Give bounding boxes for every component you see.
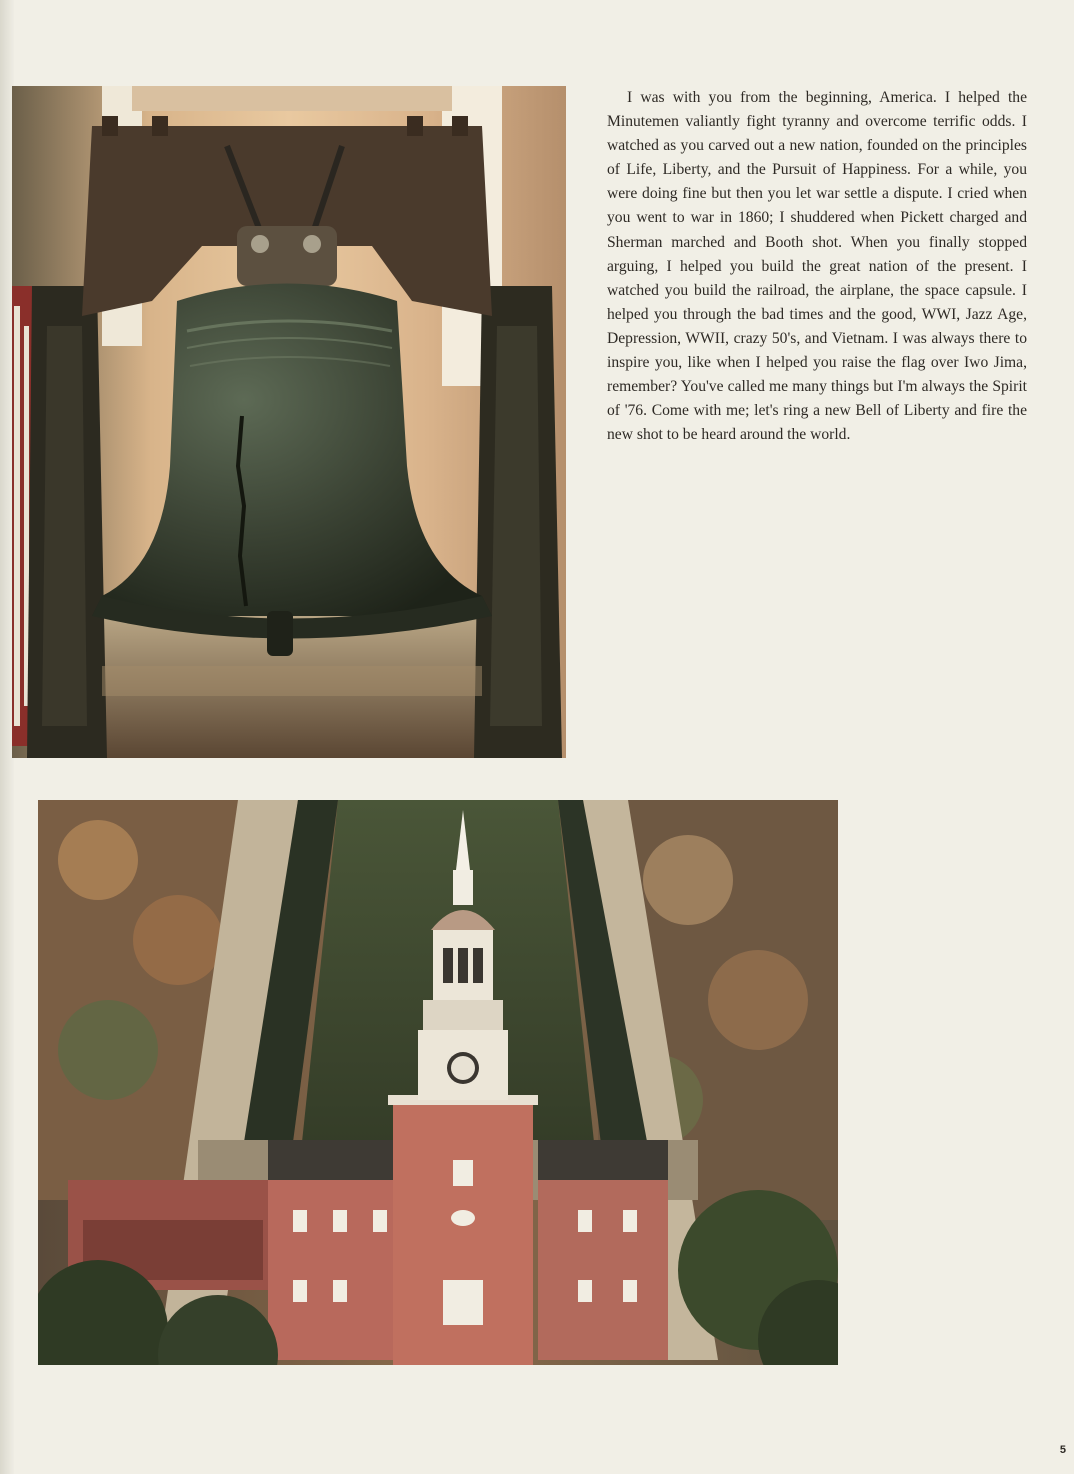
body-text-block bbox=[607, 86, 1027, 447]
body-paragraph: I was with you from the beginning, America. I helped the Minutemen valiantly fight tyranny and overcome terrific odds. I watched as you carved out a new nation, founded on the principles of Life, Liberty, and the Pursuit of Happiness. For a while, you were doing fine but then you let war settle a dispute. I cried when you went to war in 1860; I shuddered when Pickett charged and Sherman marched and Booth shot. When you finally stopped arguing, I helped you build the great nation of the present. I watched you build the railroad, the airplane, the space capsule. I helped you through the bad times and the good, WWI, Jazz Age, Depression, WWII, crazy 50's, and Vietnam. I was always there to inspire you, like when I helped you raise the flag over Iwo Jima, remember? You've called me many things but I'm always the Spirit of '76. Come with me; let's ring a new Bell of Liberty and fire the new shot to be heard around the world. bbox=[607, 89, 1027, 444]
independence-hall-photo bbox=[38, 800, 838, 1365]
liberty-bell-photo bbox=[12, 86, 566, 758]
page-number: 5 bbox=[1059, 1444, 1066, 1456]
liberty-bell-illustration bbox=[12, 86, 566, 758]
independence-hall-illustration bbox=[38, 800, 838, 1365]
